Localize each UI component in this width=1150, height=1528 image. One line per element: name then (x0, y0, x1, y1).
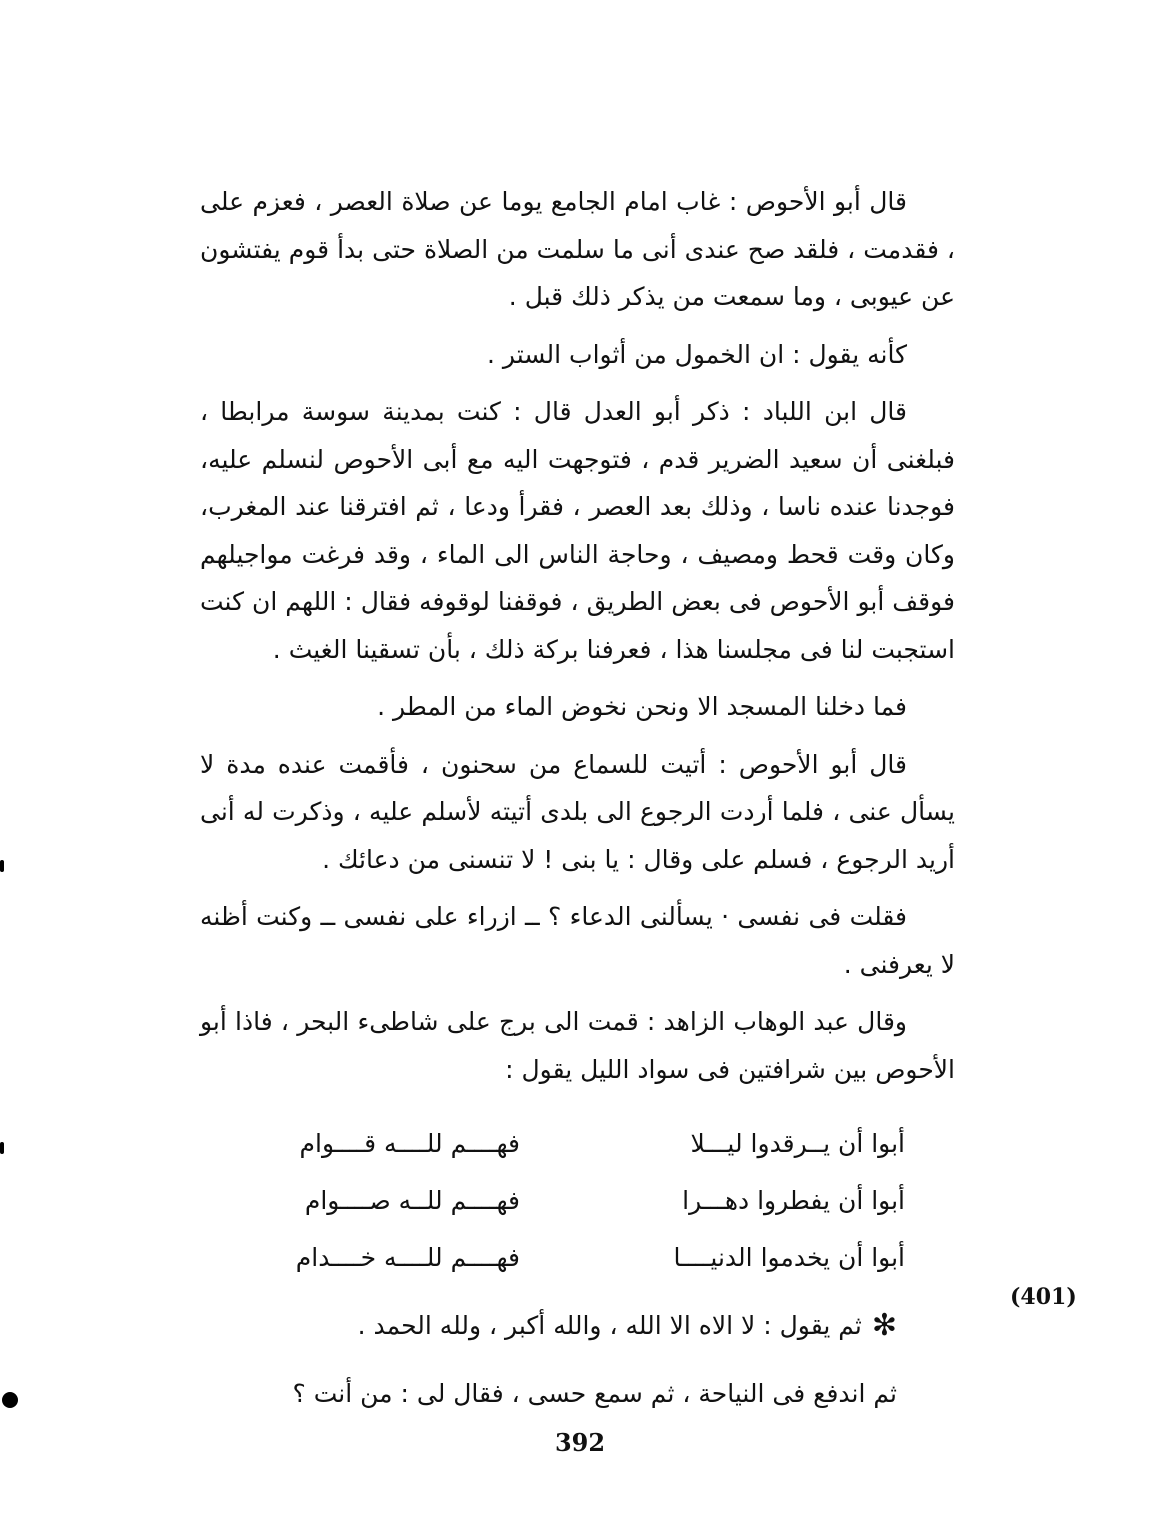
star-line (200, 1302, 955, 1350)
paragraph: وقال عبد الوهاب الزاهد : قمت الى برج على شاطىء البحر ، فاذا أبو الأحوص بين شرافتين فى سواد الليل يقول : (200, 1007, 955, 1084)
paragraph: فقلت فى نفسى · يسألنى الدعاء ؟ ــ ازراء على نفسى ــ وكنت أظنه لا يعرفنى . (200, 902, 955, 979)
verse-second-half: فهــــم للــه صــــوام (304, 1186, 520, 1215)
verse-line (200, 1229, 955, 1286)
paragraph: قال ابن اللباد : ذكر أبو العدل قال : كنت بمدينة سوسة مرابطا ، فبلغنى أن سعيد الضرير قدم ، فتوجهت اليه مع أبى الأحوص لنسلم عليه، فوجدنا عنده ناسا ، وذلك بعد العصر ، فقرأ ودعا ، ثم افترقنا عند المغرب، وكان وقت قحط ومصيف ، وحاجة الناس الى الماء ، وقد فرغت مواجيلهم فوقف أبو الأحوص فى بعض الطريق ، فوقفنا لوقوفه فقال : اللهم ان كنت استجبت لنا فى مجلسنا هذا ، فعرفنا بركة ذلك ، بأن تسقينا الغيث . (200, 397, 955, 664)
closing-line: ثم اندفع فى النياحة ، ثم سمع حسى ، فقال لى : من أنت ؟ (292, 1378, 897, 1408)
star-line-text: ثم يقول : لا الاه الا الله ، والله أكبر ، ولله الحمد . (357, 1311, 862, 1340)
body-text (200, 178, 955, 1417)
scan-speck (2, 1392, 18, 1408)
poem (200, 1115, 955, 1286)
verse-second-half: فهــــم للــــه خــــدام (295, 1243, 520, 1272)
paragraph: كأنه يقول : ان الخمول من أثواب الستر . (487, 339, 907, 369)
margin-note: (401) (1010, 1284, 1077, 1310)
verse-first-half: أبوا أن يخدموا الدنيــــا (673, 1243, 905, 1272)
scan-speck (0, 860, 4, 872)
paragraph: قال أبو الأحوص : أتيت للسماع من سحنون ، فأقمت عنده مدة لا يسأل عنى ، فلما أردت الرجوع الى بلدى أتيته لأسلم عليه ، وذكرت له أنى أريد الرجوع ، فسلم على وقال : يا بنى ! لا تنسنى من دعائك . (200, 749, 955, 874)
verse-second-half: فهــــم للــــه قــــوام (299, 1129, 520, 1158)
page-number: 392 (554, 1428, 606, 1457)
verse-first-half: أبوا أن يــرقدوا ليـــلا (690, 1129, 905, 1158)
paragraph: قال أبو الأحوص : غاب امام الجامع يوما عن صلاة العصر ، فعزم على ، فقدمت ، فلقد صح عندى أنى ما سلمت من الصلاة حتى بدأ قوم يفتشون عن عيوبى ، وما سمعت من يذكر ذلك قبل . (200, 187, 955, 311)
asterisk-icon: ✻ (871, 1308, 897, 1343)
verse-first-half: أبوا أن يفطروا دهـــرا (682, 1186, 905, 1215)
scan-speck (0, 1142, 4, 1154)
paragraph: فما دخلنا المسجد الا ونحن نخوض الماء من المطر . (377, 692, 907, 721)
verse-line (200, 1172, 955, 1229)
verse-line (200, 1115, 955, 1172)
